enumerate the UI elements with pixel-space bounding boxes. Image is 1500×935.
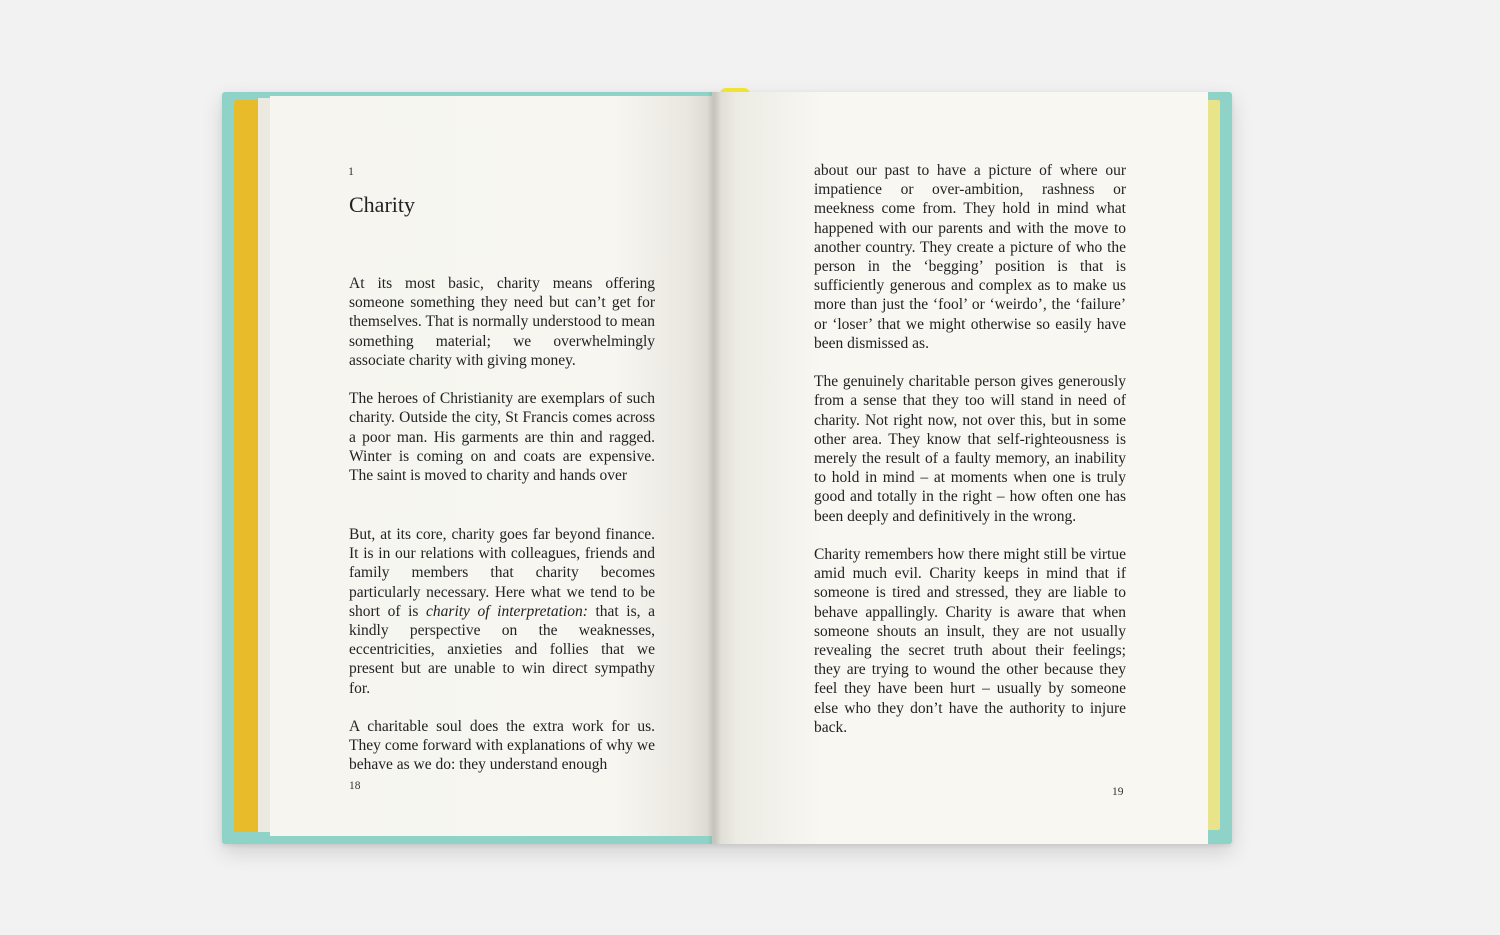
paragraph-text: that is, a kindly perspective on the weaknesses, eccentricities, anxieties and follies that we present but are unable to win direct sympathy for.: [349, 602, 655, 697]
paragraph: about our past to have a picture of where our impatience or over-ambition, rashness or meekness come from. They hold in mind what happened with our parents and with the move to another country. They create a picture of who the person in the ‘begging’ position is that is sufficiently generous and complex as to make us more than just the ‘fool’ or ‘weirdo’, the ‘failure’ or ‘loser’ that we might otherwise so easily have been dismissed as.: [814, 162, 1126, 352]
paragraph: [349, 525, 655, 698]
right-page-text: [814, 161, 1126, 756]
left-page-text-top: [349, 274, 655, 504]
page-number-right: 19: [1112, 786, 1124, 798]
left-page-text-bottom: [349, 525, 655, 794]
paragraph: The genuinely charitable person gives generously from a sense that they too will stand in need of charity. Not right now, not over this, but in some other area. They know that self-righteousness is merely the result of a faulty memory, an inability to hold in mind – at moments when one is truly good and totally in the right – how often one has been deeply and definitively in the wrong.: [814, 373, 1126, 525]
chapter-number: 1: [348, 164, 354, 178]
chapter-title: Charity: [349, 192, 415, 217]
paragraph: Charity remembers how there might still be virtue amid much evil. Charity keeps in mind that if someone is tired and stressed, they are liable to behave appallingly. Charity is aware that when someone shouts an insult, they are not usually revealing the secret truth about their feelings; they are trying to wound the other because they feel they have been hurt – usually by someone else who they don’t have the authority to injure back.: [814, 546, 1126, 736]
book-gutter: [707, 92, 721, 844]
emphasis-text: charity of interpretation:: [426, 602, 588, 620]
paragraph: At its most basic, charity means offering someone something they need but can’t get for themselves. That is normally understood to mean something material; we overwhelmingly associate charity with giving money.: [349, 275, 655, 369]
paragraph: A charitable soul does the extra work for us. They come forward with explanations of why we behave as we do: they understand enough: [349, 718, 655, 774]
page-number-left: 18: [349, 780, 361, 792]
paragraph: The heroes of Christianity are exemplars of such charity. Outside the city, St Francis comes across a poor man. His garments are thin and ragged. Winter is coming on and coats are expensive. The saint is moved to charity and hands over: [349, 390, 655, 485]
paragraph-text: But, at its core, charity goes far beyond finance. It is in our relations with colleagues, friends and family members that charity becomes particularly necessary. Here what we tend to be short of is: [349, 526, 655, 620]
